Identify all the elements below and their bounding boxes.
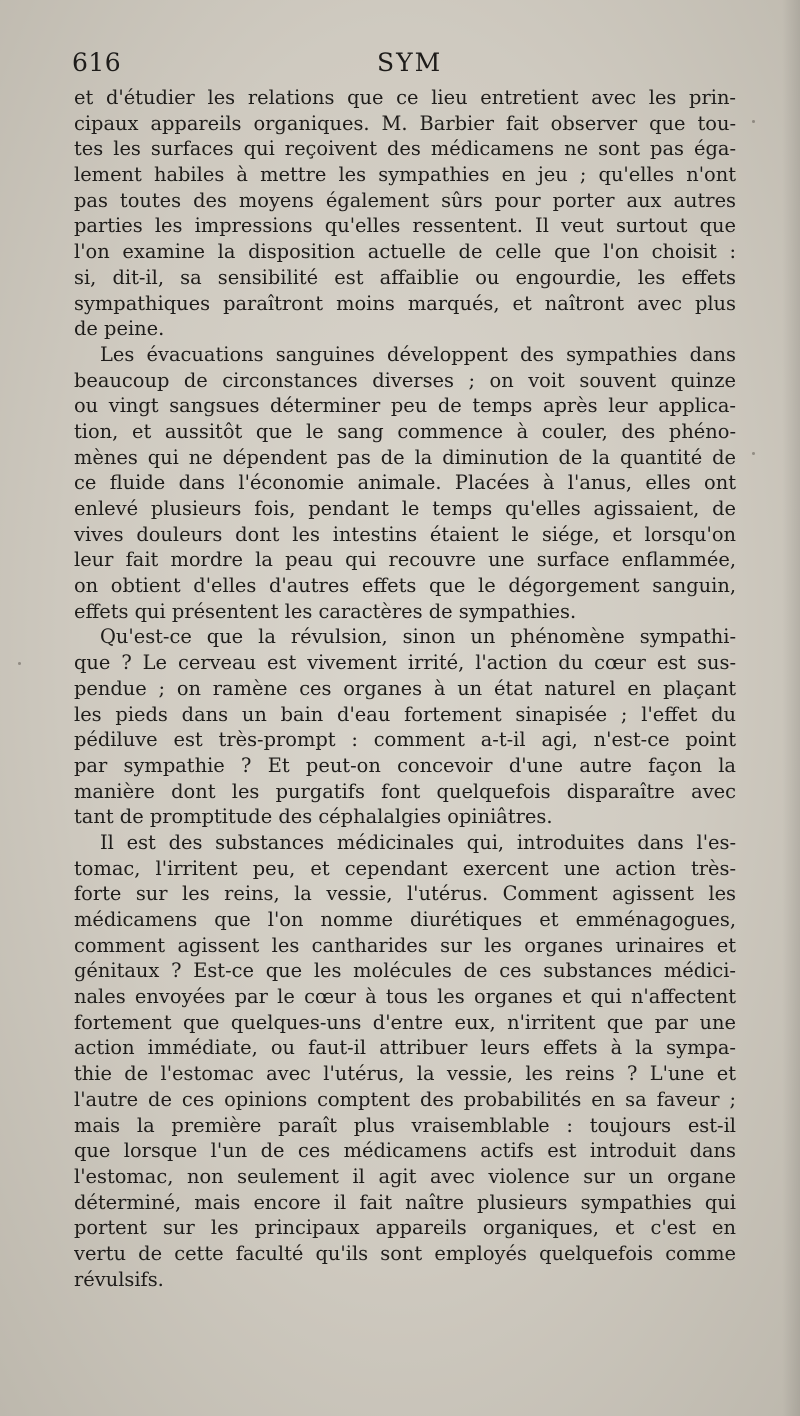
text-line: comment agissent les cantharides sur les organes urinaires et [74, 933, 736, 957]
text-line: mais la première paraît plus vraisemblable : toujours est-il [74, 1113, 736, 1137]
text-line: portent sur les principaux appareils organiques, et c'est en [74, 1216, 736, 1240]
text-line: tes les surfaces qui reçoivent des médicamens ne sont pas éga- [74, 137, 736, 161]
text-line: nales envoyées par le cœur à tous les organes et qui n'affectent [74, 985, 736, 1009]
text-line: mènes qui ne dépendent pas de la diminution de la quantité de [74, 445, 736, 469]
paper-speck [752, 120, 755, 123]
text-line: l'autre de ces opinions comptent des probabilités en sa faveur ; [74, 1087, 736, 1111]
paper-speck [752, 452, 755, 455]
text-line: thie de l'estomac avec l'utérus, la vessie, les reins ? L'une et [74, 1062, 736, 1086]
body-text [74, 85, 736, 1292]
text-line: sympathiques paraîtront moins marqués, et naîtront avec plus [74, 291, 736, 315]
text-line: fortement que quelques-uns d'entre eux, n'irritent que par une [74, 1010, 736, 1034]
text-line: tomac, l'irritent peu, et cependant exercent une action très- [74, 856, 736, 880]
text-line: ce fluide dans l'économie animale. Placées à l'anus, elles ont [74, 471, 736, 495]
text-line: de peine. [74, 317, 165, 341]
text-line: enlevé plusieurs fois, pendant le temps qu'elles agissaient, de [74, 497, 736, 520]
text-line: cipaux appareils organiques. M. Barbier fait observer que tou- [74, 111, 736, 135]
text-line: pas toutes des moyens également sûrs pour porter aux autres [74, 188, 736, 212]
text-line: et d'étudier les relations que ce lieu entretient avec les prin- [74, 86, 736, 109]
text-line: action immédiate, ou faut-il attribuer leurs effets à la sympa- [74, 1036, 736, 1060]
page-edge-shadow [782, 0, 800, 1416]
text-line: effets qui présentent les caractères de sympathies. [74, 599, 577, 623]
text-line: tion, et aussitôt que le sang commence à couler, des phéno- [74, 419, 736, 443]
text-line: Les évacuations sanguines développent des sympathies dans [100, 342, 736, 366]
text-line: l'estomac, non seulement il agit avec violence sur un organe [74, 1164, 736, 1188]
text-line: vertu de cette faculté qu'ils sont employés quelquefois comme [74, 1241, 736, 1265]
page-header [72, 48, 737, 82]
text-line: les pieds dans un bain d'eau fortement sinapisée ; l'effet du [74, 702, 736, 726]
text-line: génitaux ? Est-ce que les molécules de ces substances médici- [74, 959, 736, 983]
text-line: forte sur les reins, la vessie, l'utérus. Comment agissent les [74, 882, 736, 906]
text-line: Qu'est-ce que la révulsion, sinon un phénomène sympathi- [100, 625, 736, 649]
text-line: par sympathie ? Et peut-on concevoir d'une autre façon la [74, 753, 736, 777]
text-line: que lorsque l'un de ces médicamens actifs est introduit dans [74, 1139, 736, 1163]
text-line: ou vingt sangsues déterminer peu de temps après leur applica- [74, 394, 736, 418]
text-line: que ? Le cerveau est vivement irrité, l'action du cœur est sus- [74, 651, 736, 675]
text-line: leur fait mordre la peau qui recouvre une surface enflammée, [74, 548, 736, 572]
text-line: médicamens que l'on nomme diurétiques et emménagogues, [74, 908, 736, 931]
running-head: SYM [377, 48, 443, 77]
text-line: l'on examine la disposition actuelle de celle que l'on choisit : [74, 240, 736, 264]
text-line: parties les impressions qu'elles ressentent. Il veut surtout que [74, 214, 736, 238]
text-line: vives douleurs dont les intestins étaient le siége, et lorsqu'on [74, 522, 736, 546]
text-line: déterminé, mais encore il fait naître plusieurs sympathies qui [74, 1190, 736, 1214]
text-line: Il est des substances médicinales qui, introduites dans l'es- [100, 830, 736, 854]
text-line: tant de promptitude des céphalalgies opiniâtres. [74, 805, 553, 829]
text-line: pendue ; on ramène ces organes à un état naturel en plaçant [74, 676, 736, 700]
text-line: beaucoup de circonstances diverses ; on voit souvent quinze [74, 368, 736, 392]
text-line: pédiluve est très-prompt : comment a-t-il agi, n'est-ce point [74, 728, 736, 752]
paper-speck [18, 662, 21, 665]
text-line: on obtient d'elles d'autres effets que le dégorgement sanguin, [74, 574, 736, 598]
text-line: révulsifs. [74, 1267, 164, 1291]
text-line: si, dit-il, sa sensibilité est affaiblie ou engourdie, les effets [74, 265, 736, 289]
text-line: manière dont les purgatifs font quelquefois disparaître avec [74, 779, 736, 803]
text-line: lement habiles à mettre les sympathies en jeu ; qu'elles n'ont [74, 163, 736, 187]
page-number: 616 [72, 48, 122, 77]
